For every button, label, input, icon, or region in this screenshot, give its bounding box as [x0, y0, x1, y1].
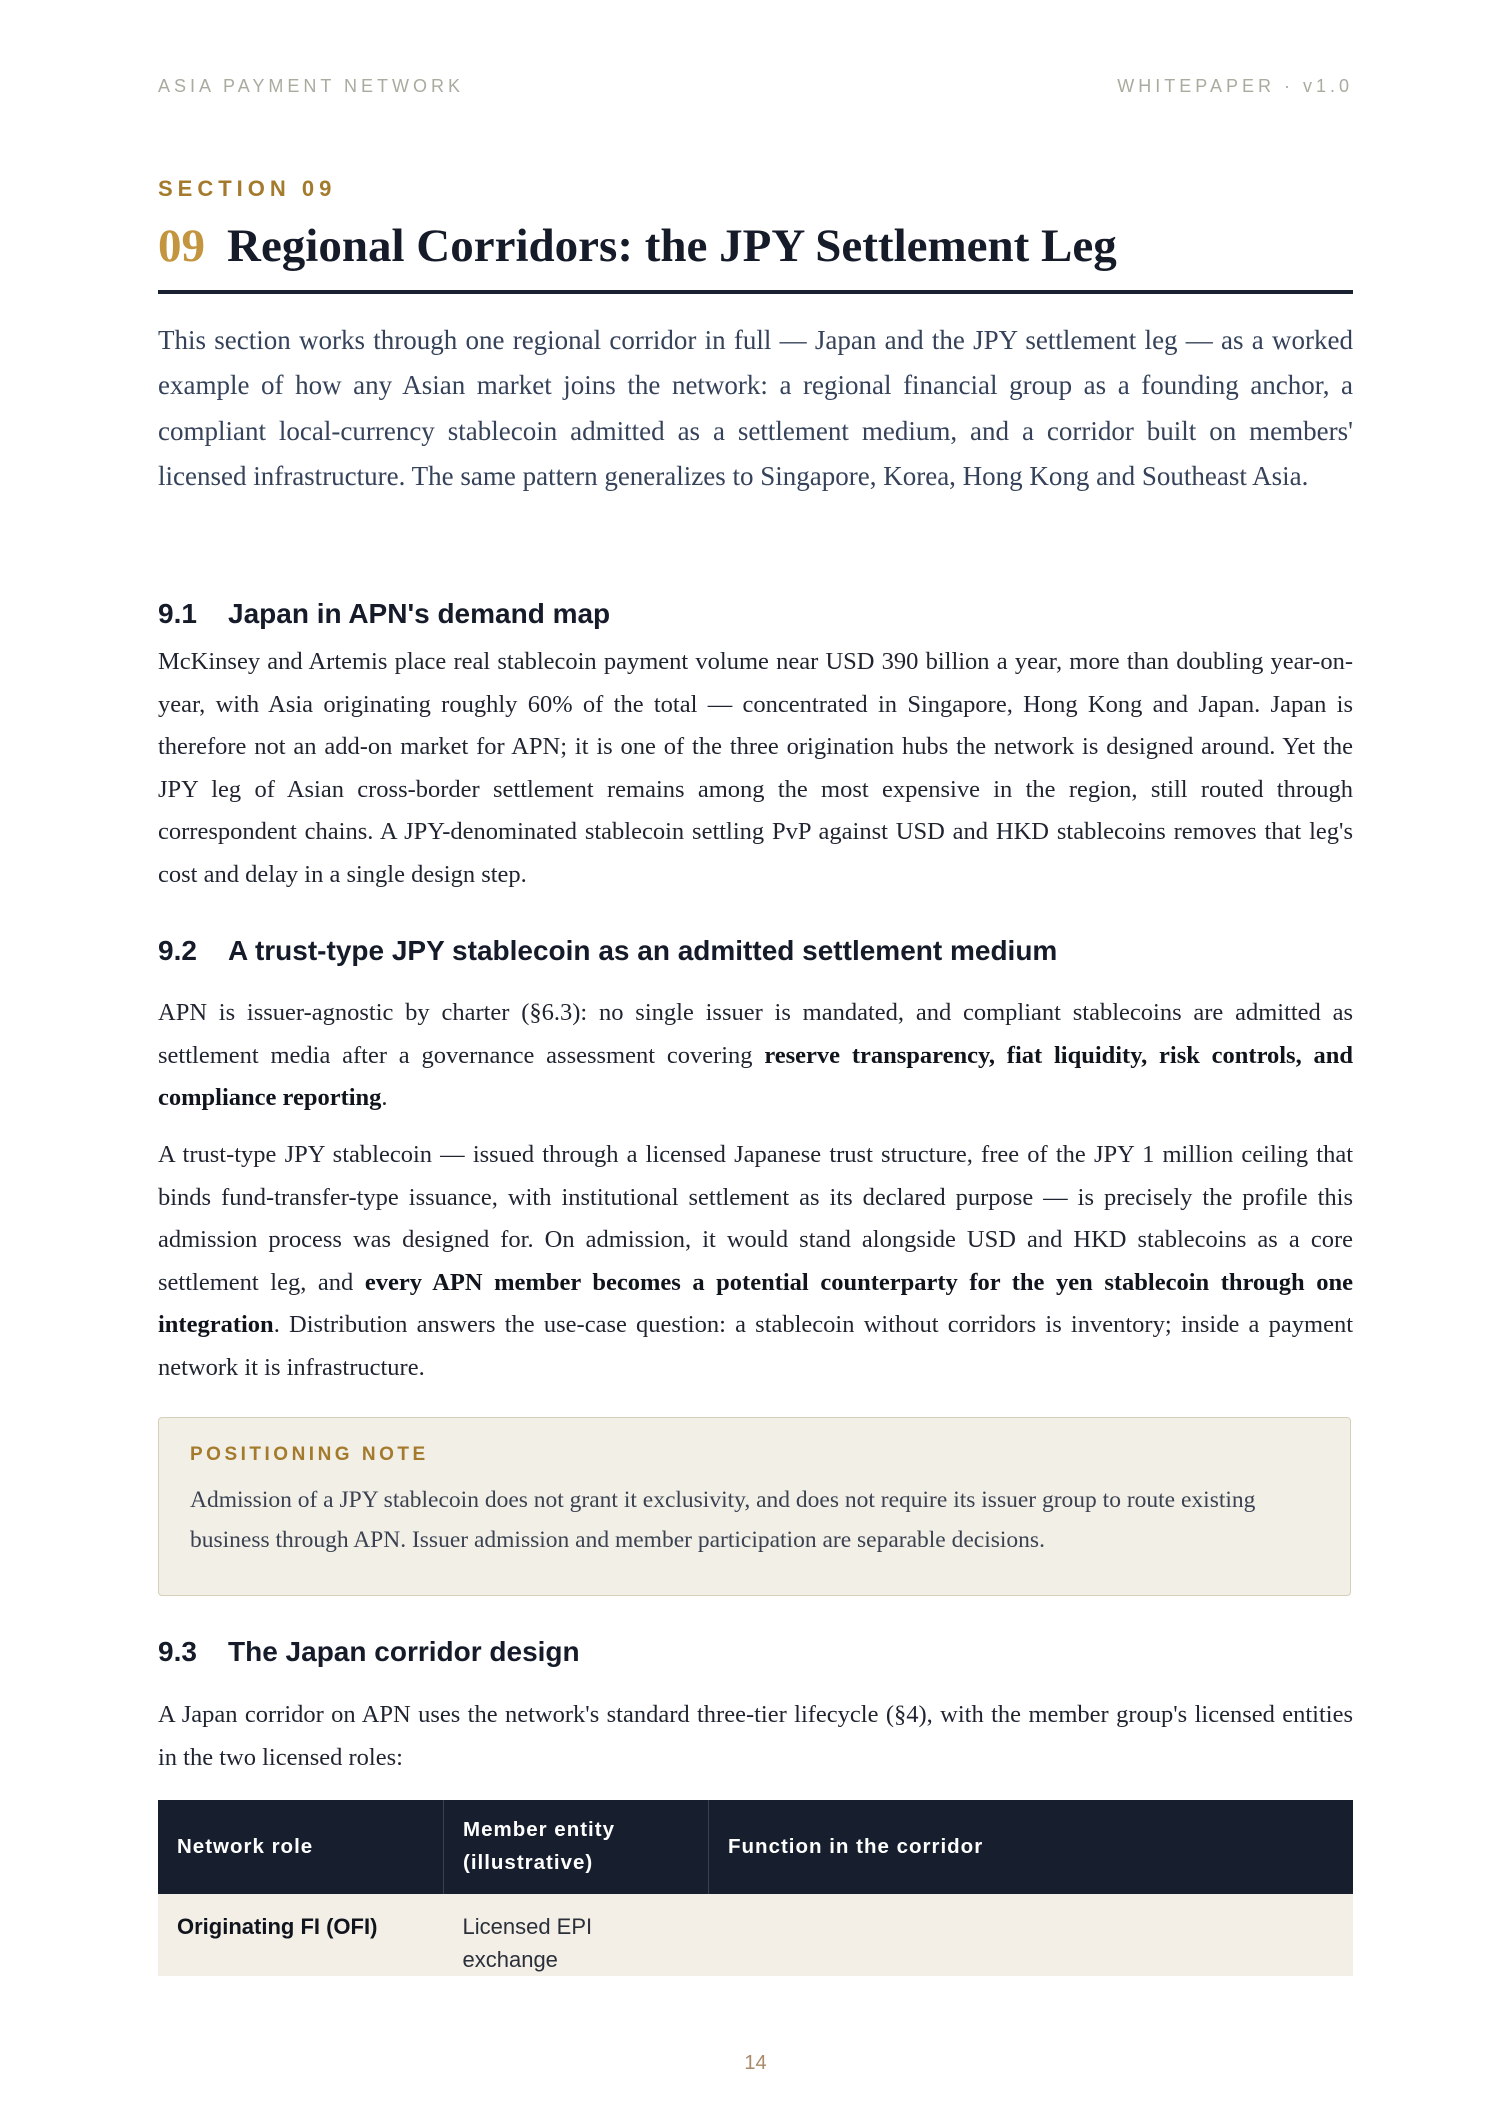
paragraph-9-2-2: [158, 1134, 1353, 1390]
section-lead-paragraph: This section works through one regional corridor in full — Japan and the JPY settlement leg — as a worked example of how any Asian market joins the network: a regional financial group as a founding anchor, a compliant local-currency stablecoin admitted as a settlement medium, and a corridor built on members' licensed infrastructure. The same pattern generalizes to Singapore, Korea, Hong Kong and Southeast Asia.: [158, 325, 1353, 491]
text-run: .: [381, 1084, 388, 1112]
column-header: Function in the corridor: [709, 1800, 1354, 1894]
callout-text: Admission of a JPY stablecoin does not grant it exclusivity, and does not require its issuer group to route existing business through APN. Issuer admission and member participation are separable decisions.: [190, 1487, 1256, 1553]
column-header: Member entity (illustrative): [444, 1800, 709, 1894]
corridor-roles-table: [158, 1800, 1353, 1976]
subsection-number: 9.1: [158, 598, 197, 629]
subsection-number: 9.2: [158, 935, 197, 966]
subsection-number: 9.3: [158, 1636, 197, 1667]
subsection-title: The Japan corridor design: [228, 1636, 580, 1667]
header-doc-version: WHITEPAPER · v1.0: [1117, 76, 1353, 96]
table-cell-function: [709, 1894, 1354, 1976]
emphasis-text: reserve transparency, fiat liquidity, risk controls, and compliance reporting: [158, 1041, 1354, 1112]
section-title: [158, 216, 1353, 294]
subsection-heading-9-3: [158, 1634, 580, 1670]
paragraph-9-1: McKinsey and Artemis place real stablecoin payment volume near USD 390 billion a year, more than doubling year-on-year, with Asia originating roughly 60% of the total — concentrated in Singapore, Hong Kong and Japan. Japan is therefore not an add-on market for APN; it is one of the three origination hubs the network is designed around. Yet the JPY leg of Asian cross-border settlement remains among the most expensive in the region, still routed through correspondent chains. A JPY-denominated stablecoin settling PvP against USD and HKD stablecoins removes that leg's cost and delay in a single design step.: [158, 648, 1353, 888]
subsection-heading-9-1: [158, 596, 610, 632]
header-publisher: ASIA PAYMENT NETWORK: [158, 76, 465, 96]
table-row: [158, 1894, 1353, 1976]
document-page: [158, 0, 1353, 2122]
text-run: . Distribution answers the use-case question: a stablecoin without corridors is inventory; inside a payment network it is infrastructure.: [158, 1311, 1353, 1381]
positioning-note-callout: [158, 1417, 1351, 1596]
section-number: 09: [158, 220, 205, 272]
table-header-row: [158, 1800, 1353, 1894]
table-cell-role: Originating FI (OFI): [158, 1894, 444, 1976]
subsection-title: Japan in APN's demand map: [228, 598, 611, 629]
subsection-title: A trust-type JPY stablecoin as an admitted settlement medium: [228, 935, 1058, 966]
paragraph-9-2-1: [158, 992, 1353, 1120]
callout-label: POSITIONING NOTE: [190, 1444, 429, 1465]
section-title-text: Regional Corridors: the JPY Settlement Leg: [227, 220, 1117, 272]
section-eyebrow: SECTION 09: [158, 176, 337, 201]
page-number: 14: [744, 2052, 767, 2074]
text-run: APN is issuer-agnostic by charter (§6.3): no single issuer is mandated, and compliant stablecoins are admitted as settlement media after a governance assessment covering: [158, 999, 1353, 1069]
subsection-heading-9-2: [158, 933, 1057, 969]
emphasis-text: every APN member becomes a potential counterparty for the yen stablecoin through one integration: [158, 1268, 1353, 1339]
running-header: [158, 76, 1353, 97]
text-run: A trust-type JPY stablecoin — issued through a licensed Japanese trust structure, free of the JPY 1 million ceiling that binds fund-transfer-type issuance, with institutional settlement as its declared purpose — is precisely the profile this admission process was designed for. On admission, it would stand alongside USD and HKD stablecoins as a core settlement leg, and: [158, 1141, 1353, 1296]
column-header: Network role: [158, 1800, 444, 1894]
table-cell-entity: Licensed EPI exchange: [444, 1894, 709, 1976]
paragraph-9-3: A Japan corridor on APN uses the network's standard three-tier lifecycle (§4), with the member group's licensed entities in the two licensed roles:: [158, 1701, 1353, 1771]
